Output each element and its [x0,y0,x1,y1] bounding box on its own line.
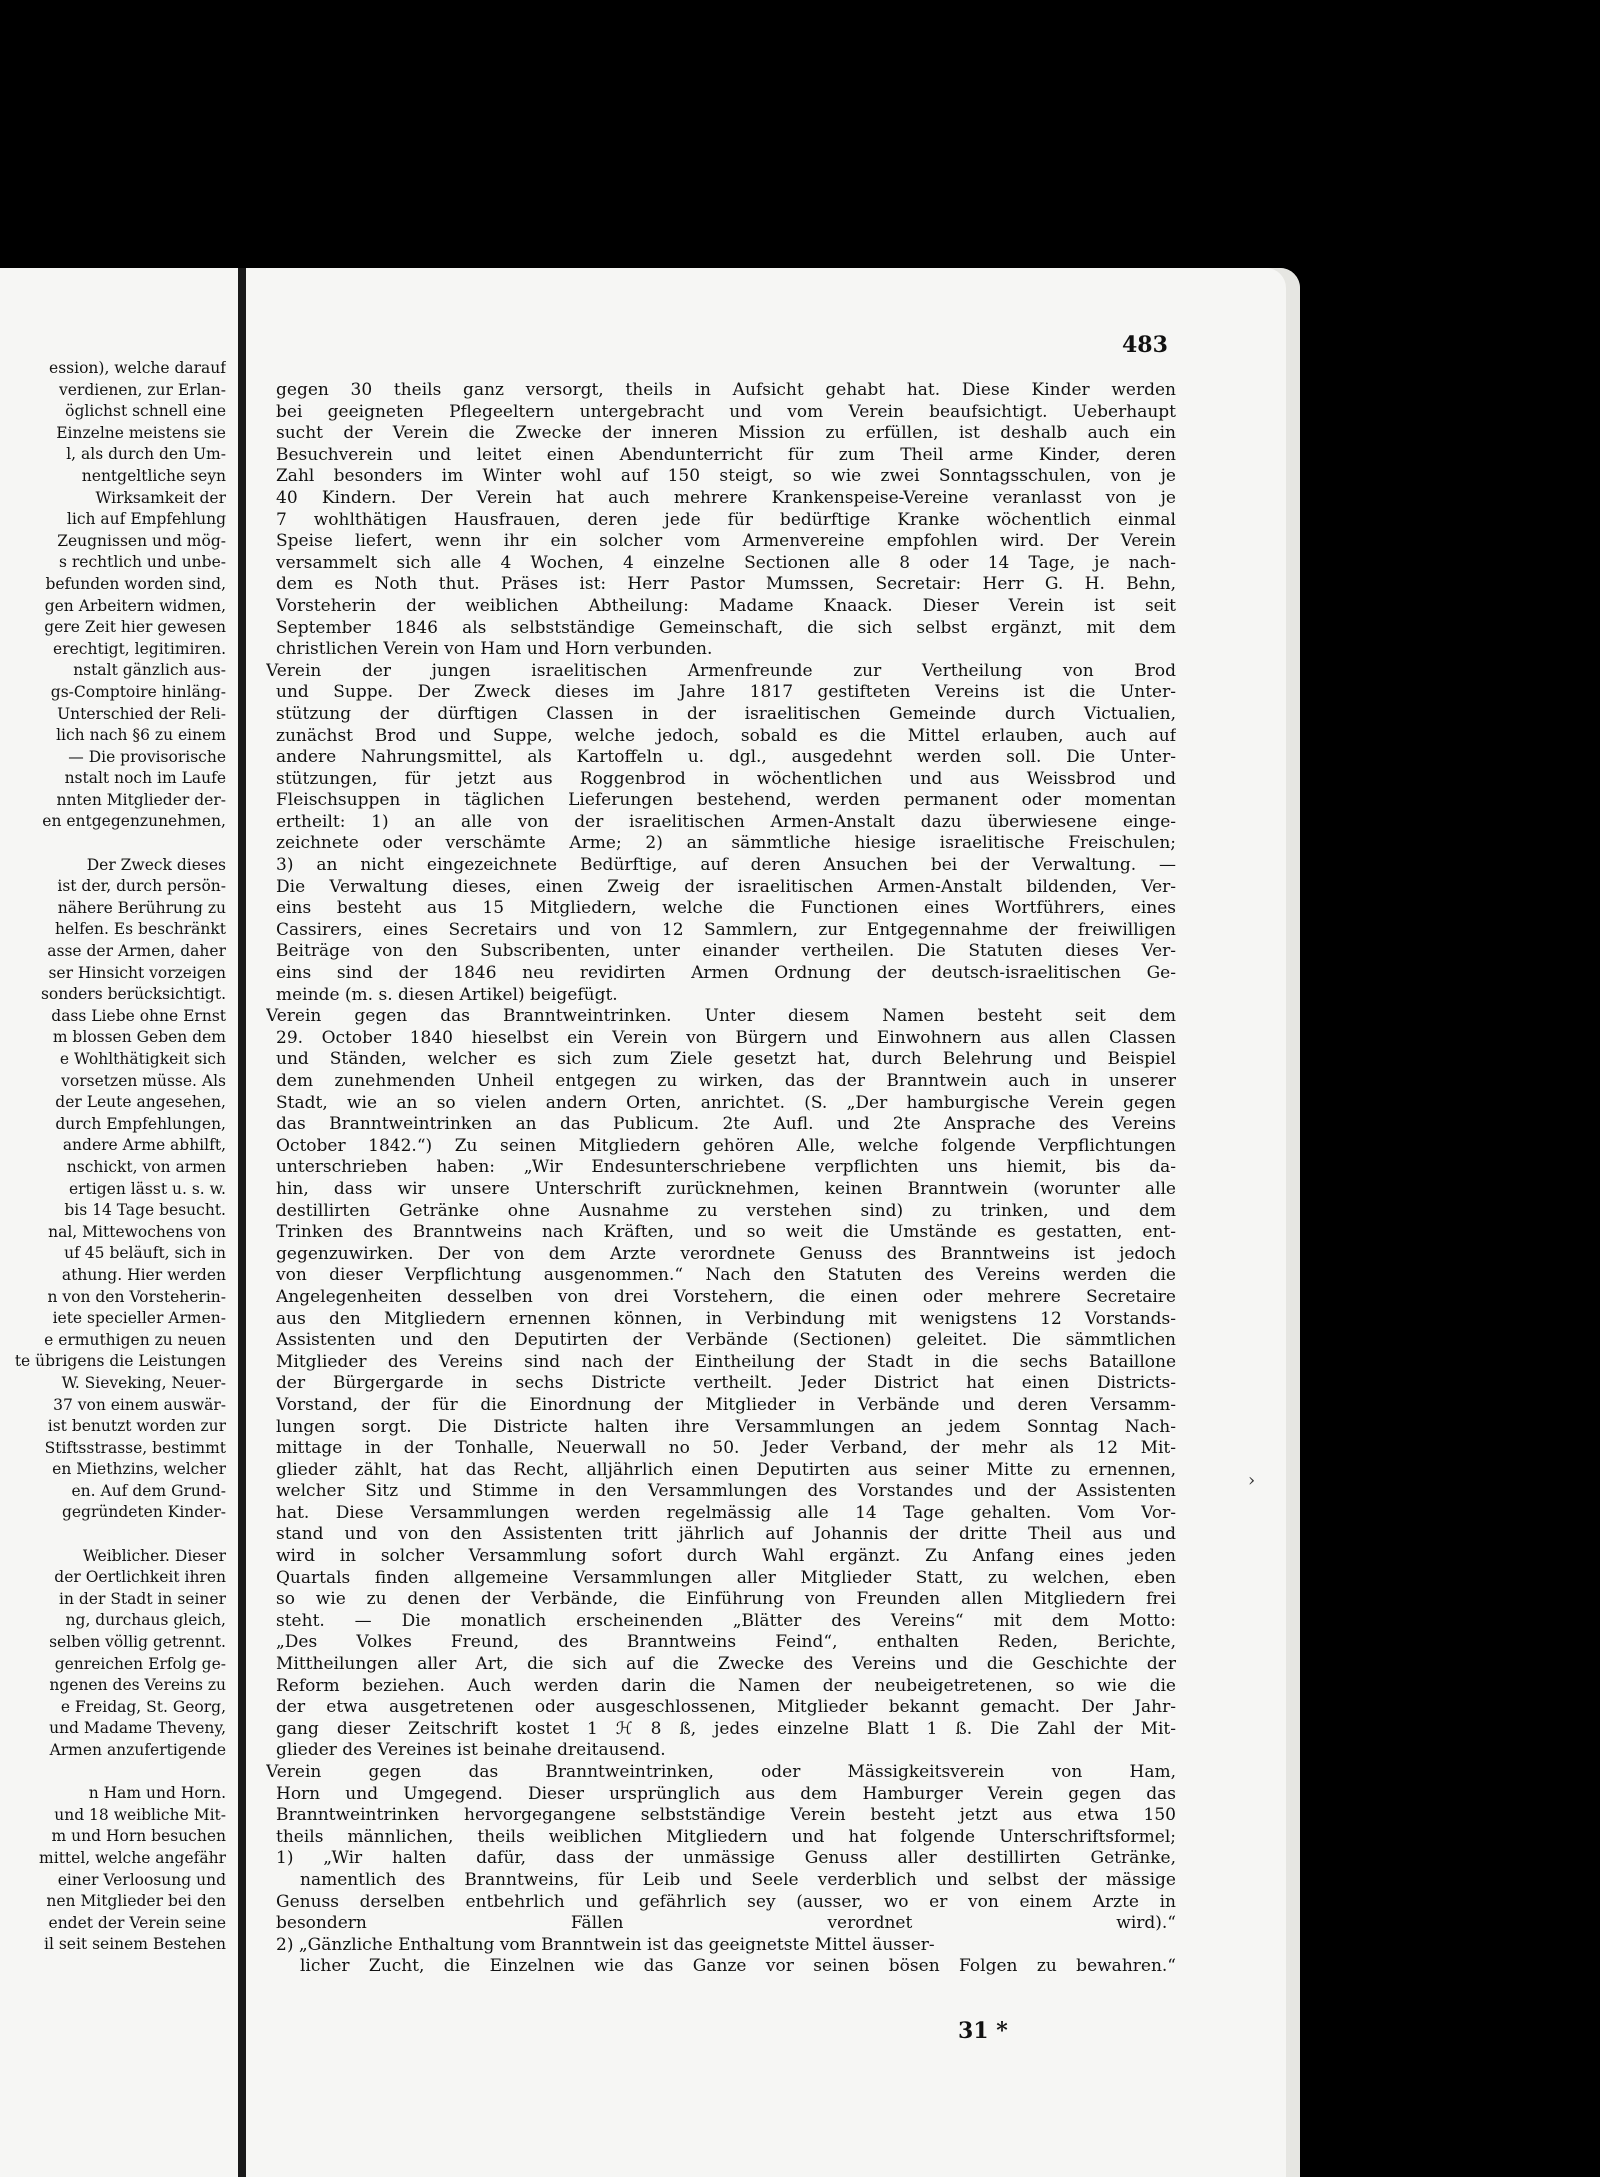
right-text-line: Vorsteherin der weiblichen Abtheilung: Madame Knaack. Dieser Verein ist seit [276,595,1176,616]
left-text-line: helfen. Es beschränkt [54,920,226,939]
right-text-line: sucht der Verein die Zwecke der inneren Mission zu erfüllen, ist deshalb auch ein [276,423,1176,444]
right-text-line: meinde (m. s. diesen Artikel) beigefügt. [276,984,618,1005]
left-text-line: te übrigens die Leistungen [14,1352,226,1371]
right-text-line: gegenzuwirken. Der von dem Arzte verordnete Genuss des Branntweins ist jedoch [276,1243,1176,1264]
right-text-line: bei geeigneten Pflegeeltern untergebracht und vom Verein beaufsichtigt. Ueberhaupt [276,401,1176,422]
right-text-line: theils männlichen, theils weiblichen Mitgliedern und hat folgende Unterschriftsformel; [276,1826,1176,1847]
right-text-line: Reform beziehen. Auch werden darin die Namen der neubeigetretenen, so wie die [276,1675,1176,1696]
right-text-line: Branntweintrinken hervorgegangene selbstständige Verein besteht jetzt aus etwa 150 [276,1805,1176,1826]
right-text-line: welcher Sitz und Stimme in den Versammlungen des Vorstandes und der Assistenten [276,1481,1176,1502]
left-text-line: Armen anzufertigende [49,1741,226,1759]
right-text-line: 7 wohlthätigen Hausfrauen, deren jede für bedürftige Kranke wöchentlich einmal [276,509,1176,530]
right-text-line: licher Zucht, die Einzelnen wie das Ganze vor seinen bösen Folgen zu bewahren.“ [300,1956,1176,1977]
left-text-line: lich auf Empfehlung [66,510,226,529]
left-text-line: verdienen, zur Erlan- [58,380,226,399]
left-text-line: asse der Armen, daher [47,942,226,961]
right-text-line: Verein gegen das Branntweintrinken, oder Mässigkeitsverein von Ham, [266,1762,1176,1782]
left-text-line: nnten Mitglieder der- [56,790,226,809]
left-text-line: Zeugnissen und mög- [57,531,226,550]
right-text-line: stützungen, für jetzt aus Roggenbrod in wöchentlichen und aus Weissbrod und [276,768,1176,789]
left-text-line: durch Empfehlungen, [55,1114,226,1133]
right-text-line: Angelegenheiten desselben von drei Vorstehern, die einen oder mehrere Secretaire [276,1286,1176,1307]
right-text-line: Horn und Umgegend. Dieser ursprünglich aus dem Hamburger Verein gegen das [276,1783,1176,1804]
left-text-line: Weiblicher. Dieser [82,1546,226,1565]
right-text-line: christlichen Verein von Ham und Horn verbunden. [276,639,713,660]
left-text-line: ser Hinsicht vorzeigen [48,963,226,982]
edge-mark: › [1248,1470,1256,1491]
right-text-line: Mitglieder des Vereins sind nach der Eintheilung der Stadt in die sechs Bataillone [276,1351,1176,1372]
right-text-line: Die Verwaltung dieses, einen Zweig der israelitischen Armen-Anstalt bildenden, Ver- [276,876,1176,897]
right-text-line: Fleischsuppen in täglichen Lieferungen bestehend, werden permanent oder momentan [276,790,1176,811]
left-text-line: gere Zeit hier gewesen [44,618,226,637]
right-text-line: wird in solcher Versammlung sofort durch Wahl ergänzt. Zu Anfang eines jeden [276,1546,1176,1567]
left-text-line: andere Arme abhilft, [62,1136,226,1155]
right-text-line: Genuss derselben entbehrlich und gefährlich sey (ausser, wo er von einem Arzte in [276,1891,1176,1912]
left-text-line: genreichen Erfolg ge- [54,1654,226,1673]
left-text-line: gs-Comptoire hinläng- [50,682,226,701]
left-text-line: Unterschied der Reli- [57,704,226,723]
left-text-line: bis 14 Tage besucht. [64,1201,226,1220]
left-text-line: nstalt gänzlich aus- [73,661,226,680]
left-text-line: l, als durch den Um- [66,445,226,464]
right-text-line: Trinken des Branntweins nach Kräften, und so weit die Umstände es gestatten, ent- [276,1222,1176,1243]
right-text-line: dem es Noth thut. Präses ist: Herr Pastor Mumssen, Secretair: Herr G. H. Behn, [276,574,1176,595]
right-text-line: eins besteht aus 15 Mitgliedern, welche die Functionen eines Wortführers, eines [276,898,1176,919]
left-text-line: nentgeltliche seyn [81,466,226,485]
right-text-line: dem zunehmenden Unheil entgegen zu wirken, das der Branntwein auch in unserer [276,1071,1176,1091]
right-text-line: der Bürgergarde in sechs Districte vertheilt. Jeder District hat einen Districts- [276,1373,1176,1394]
left-page [0,268,242,2177]
left-text-line: nschickt, von armen [66,1157,226,1176]
left-text-line: 37 von einem auswär- [53,1395,226,1414]
left-text-line: ist benutzt worden zur [47,1417,226,1436]
right-text-line: mittage in der Tonhalle, Neuerwall no 50. Jeder Verband, der mehr als 12 Mit- [276,1438,1176,1459]
right-text-line: unterschrieben haben: „Wir Endesunterschriebene verpflichten uns hiemit, bis da- [276,1157,1176,1178]
right-text-line: von dieser Verpflichtung ausgenommen.“ Nach den Statuten des Vereins werden die [276,1265,1176,1286]
left-text-line: m blossen Geben dem [52,1028,226,1047]
left-text-line: n von den Vorsteherin- [47,1287,226,1306]
left-text-line: il seit seinem Bestehen [43,1935,226,1954]
right-text-line: glieder des Vereines ist beinahe dreitausend. [276,1740,666,1761]
left-text-line: und 18 weibliche Mit- [54,1805,226,1824]
printer-signature: 31 * [958,2018,1008,2044]
right-text-line: destillirten Getränke ohne Ausnahme zu verstehen sind) zu trinken, und dem [276,1200,1176,1221]
left-text-line: s rechtlich und unbe- [59,553,226,572]
right-text-line: Cassirers, eines Secretairs und von 12 Sammlern, zur Entgegennahme der freiwilligen [276,919,1176,940]
right-text-line: Beiträge von den Subscribenten, unter einander vertheilen. Die Statuten dieses Ver- [276,941,1176,962]
right-text-line: 40 Kindern. Der Verein hat auch mehrere Krankenspeise-Vereine veranlasst von je [276,487,1176,508]
right-text-line: „Des Volkes Freund, des Branntweins Feind“, enthalten Reden, Berichte, [276,1632,1176,1653]
left-text-line: e ermuthigen zu neuen [44,1330,226,1349]
right-text-line: 29. October 1840 hieselbst ein Verein von Bürgern und Einwohnern aus allen Classen [276,1027,1176,1048]
left-text-line: einer Verloosung und [57,1870,226,1889]
right-text-line: September 1846 als selbstständige Gemeinschaft, die sich selbst ergänzt, mit dem [276,617,1176,638]
right-text-line: 2) „Gänzliche Enthaltung vom Branntwein ist das geeignetste Mittel äusser- [276,1934,935,1955]
right-text-line: andere Nahrungsmittel, als Kartoffeln u. dgl., ausgedehnt werden soll. Die Unter- [276,747,1176,768]
right-text-line: Vorstand, der für die Einordnung der Mitglieder in Verbände und deren Versamm- [276,1394,1176,1415]
right-text-line: hat. Diese Versammlungen werden regelmässig alle 14 Tage gehalten. Vom Vor- [276,1502,1176,1523]
left-text-line: selben völlig getrennt. [49,1633,226,1652]
left-text-line: sonders berücksichtigt. [40,985,226,1004]
left-text-line: Einzelne meistens sie [56,423,226,442]
left-text-line: in der Stadt in seiner [59,1589,226,1608]
left-text-line: Stiftsstrasse, bestimmt [44,1438,226,1457]
right-text-line: gegen 30 theils ganz versorgt, theils in Aufsicht gehabt hat. Diese Kinder werden [276,380,1176,400]
right-text-line: namentlich des Branntweins, für Leib und Seele verderblich und selbst der mässige [300,1869,1176,1890]
left-text-line: nal, Mittewochens von [48,1222,226,1241]
left-text-line [0,1762,226,1784]
right-text-line: glieder zählt, hat das Recht, alljährlich einen Deputirten aus seiner Mitte zu ernennen, [276,1459,1176,1480]
left-text-line: uf 45 beläuft, sich in [64,1244,226,1263]
left-text-line: dass Liebe ohne Ernst [51,1006,226,1025]
right-text-line: Quartals finden allgemeine Versammlungen aller Mitglieder Statt, zu welchen, eben [276,1567,1176,1588]
page-number: 483 [1122,332,1168,358]
right-text-line: zunächst Brod und Suppe, welche jedoch, sobald es die Mittel erlauben, auch auf [276,725,1176,746]
left-text-line: lich nach §6 zu einem [56,726,226,745]
right-text-line: stand und von den Assistenten tritt jährlich auf Johannis der dritte Theil aus und [276,1524,1176,1545]
left-text-line: n Ham und Horn. [88,1784,226,1803]
left-text-line: öglichst schnell eine [65,402,226,421]
left-text-line: en entgegenzunehmen, [42,812,226,831]
left-text-line: iete specieller Armen- [52,1309,226,1328]
right-text-line: lungen sorgt. Die Districte halten ihre Versammlungen an jedem Sonntag Nach- [276,1416,1176,1437]
right-page [246,268,1300,2177]
left-text-line: e Freidag, St. Georg, [60,1697,226,1716]
left-text-line: ngenen des Vereins zu [49,1676,226,1695]
left-text-line: W. Sieveking, Neuer- [61,1373,226,1392]
right-text-line: versammelt sich alle 4 Wochen, 4 einzelne Sectionen alle 8 oder 14 Tage, je nach- [276,552,1176,573]
right-text-line: Stadt, wie an so vielen andern Orten, anrichtet. (S. „Der hamburgische Verein gegen [276,1092,1176,1113]
right-text-line: stützung der dürftigen Classen in der israelitischen Gemeinde durch Victualien, [276,703,1176,724]
right-text-line: eins sind der 1846 neu revidirten Armen Ordnung der deutsch-israelitischen Ge- [276,963,1176,984]
right-text-line: so wie zu denen der Verbände, die Einführung von Freunden allen Mitgliedern frei [276,1589,1176,1610]
left-text-line: ertigen lässt u. s. w. [68,1179,226,1198]
left-text-line: en. Auf dem Grund- [71,1481,226,1500]
left-text-line: ist der, durch persön- [57,877,226,896]
right-text-line: Speise liefert, wenn ihr ein solcher vom Armenvereine empfohlen wird. Der Verein [276,531,1176,552]
right-text-line: Zahl besonders im Winter wohl auf 150 steigt, so wie zwei Sonntagsschulen, von je [276,466,1176,487]
right-text-line: 1) „Wir halten dafür, dass der unmässige Genuss aller destillirten Getränke, [276,1848,1176,1869]
left-text-line: en Miethzins, welcher [52,1460,226,1479]
right-text-line: besondern Fällen verordnet wird).“ [276,1913,1176,1934]
right-text-line: Mittheilungen aller Art, die sich auf die Zwecke des Vereins und die Geschichte der [276,1654,1176,1675]
left-text-line: m und Horn besuchen [51,1827,226,1846]
left-text-line: athung. Hier werden [61,1265,226,1284]
left-text-line: gegründeten Kinder- [61,1503,226,1522]
left-text-line [0,833,226,855]
left-page-text [0,358,226,1956]
right-text-line: und Suppe. Der Zweck dieses im Jahre 1817 gestifteten Vereins ist die Unter- [276,682,1176,703]
right-text-line: October 1842.“) Zu seinen Mitgliedern gehören Alle, welche folgende Verpflichtungen [276,1135,1176,1156]
left-text-line: befunden worden sind, [45,574,226,593]
right-text-line: zeichnete oder verschämte Arme; 2) an sämmtliche hiesige israelitische Freischulen; [276,833,1176,854]
right-text-line: der etwa ausgetretenen oder ausgeschlossenen, Mitglieder bekannt gemacht. Der Jahr- [276,1697,1176,1718]
left-text-line: — Die provisorische [68,747,226,766]
left-text-line: ng, durchaus gleich, [65,1611,226,1630]
right-text-line: Verein gegen das Branntweintrinken. Unter diesem Namen besteht seit dem [266,1006,1176,1027]
right-text-line: steht. — Die monatlich erscheinenden „Blätter des Vereins“ mit dem Motto: [276,1610,1176,1631]
right-text-line: Verein der jungen israelitischen Armenfreunde zur Vertheilung von Brod [266,660,1176,681]
left-text-line: der Leute angesehen, [55,1093,226,1112]
right-text-line: ertheilt: 1) an alle von der israelitischen Armen-Anstalt dazu überwiesene einge- [276,811,1176,832]
left-text-line: vorsetzen müsse. Als [61,1071,226,1090]
left-text-line: nen Mitglieder bei den [46,1892,226,1911]
right-text-line: Assistenten und den Deputirten der Verbände (Sectionen) geleitet. Die sämmtlichen [276,1330,1176,1351]
left-text-line: e Wohlthätigkeit sich [59,1050,226,1068]
right-text-line: 3) an nicht eingezeichnete Bedürftige, auf deren Ansuchen bei der Verwaltung. — [276,855,1176,876]
left-text-line: Der Zweck dieses [86,855,226,874]
left-text-line: ession), welche darauf [49,359,226,377]
left-text-line: Wirksamkeit der [95,488,226,507]
left-text-line: nähere Berührung zu [57,898,226,917]
right-page-text [266,380,1176,1978]
left-text-line: der Oertlichkeit ihren [54,1568,226,1587]
left-text-line: und Madame Theveny, [49,1719,226,1738]
left-text-line: nstalt noch im Laufe [64,769,226,788]
left-text-line: gen Arbeitern widmen, [44,596,226,615]
right-text-line: das Branntweintrinken an das Publicum. 2te Aufl. und 2te Ansprache des Vereins [276,1114,1176,1135]
right-text-line: und Ständen, welcher es sich zum Ziele gesetzt hat, durch Belehrung und Beispiel [276,1049,1176,1070]
left-text-line: mittel, welche angefähr [39,1848,226,1867]
left-text-line [0,1524,226,1546]
right-text-line: Besuchverein und leitet einen Abendunterricht für zum Theil arme Kinder, deren [276,444,1176,465]
left-text-line: endet der Verein seine [48,1913,226,1932]
left-text-line: erechtigt, legitimiren. [53,639,226,658]
right-text-line: gang dieser Zeitschrift kostet 1 ℋ 8 ß, jedes einzelne Blatt 1 ß. Die Zahl der Mit- [276,1718,1176,1739]
right-text-line: hin, dass wir unsere Unterschrift zurücknehmen, keinen Branntwein (worunter alle [276,1178,1176,1199]
right-text-line: aus den Mitgliedern ernennen können, in Verbindung mit wenigstens 12 Vorstands- [276,1308,1176,1329]
